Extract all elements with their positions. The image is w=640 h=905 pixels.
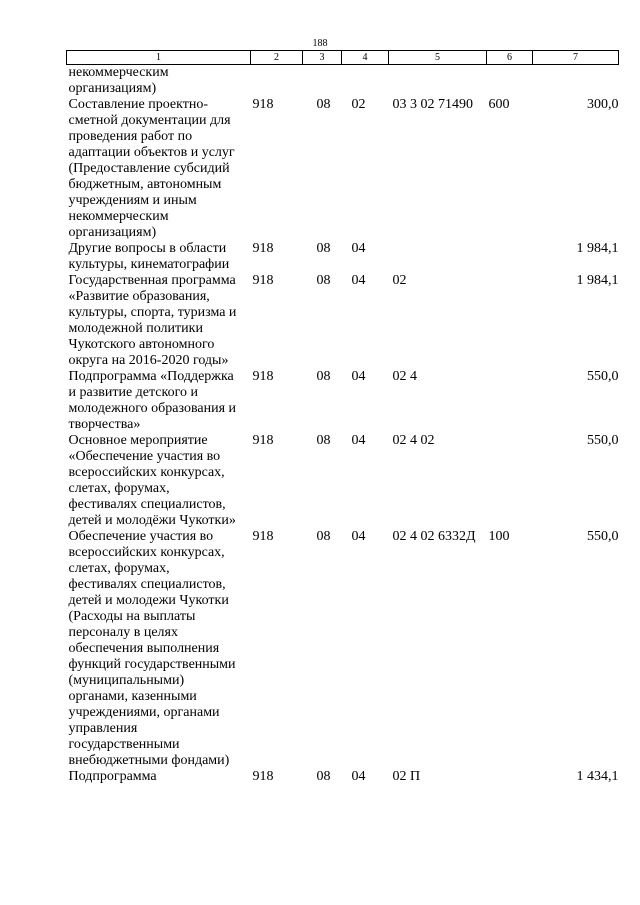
subsection-code (342, 65, 389, 98)
row-name-line: учреждениям и иным (68, 193, 197, 208)
row-name-line: бюджетным, автономным (68, 177, 222, 192)
expense-type-code (487, 433, 533, 529)
row-name-line: всероссийских конкурсах, (68, 545, 225, 560)
row-name-line: культуры, кинематографии (68, 257, 230, 272)
target-article-code: 02 4 02 (392, 433, 435, 448)
target-article-code: 03 3 02 71490 (392, 97, 473, 112)
row-name-line: проведения работ по (68, 129, 193, 144)
row-name-line: фестивалях специалистов, (68, 577, 226, 592)
subsection-code: 04 (351, 529, 366, 544)
row-name-line: детей и молодежи Чукотки (68, 593, 229, 608)
table-row (67, 369, 619, 433)
amount: 1 984,1 (576, 241, 619, 256)
column-header-4: 4 (342, 51, 389, 65)
admin-code: 918 (252, 433, 274, 448)
subsection-code: 02 (351, 97, 366, 112)
row-name-line: адаптации объектов и услуг (68, 145, 235, 160)
expense-type-code (487, 769, 533, 785)
column-header-7: 7 (533, 51, 619, 65)
admin-code: 918 (252, 529, 274, 544)
row-name-line: Подпрограмма «Поддержка (68, 369, 234, 384)
row-name-line: (Расходы на выплаты (68, 609, 196, 624)
amount: 1 984,1 (576, 273, 619, 288)
row-name-line: слетах, форумах, (68, 481, 170, 496)
row-name-line: учреждениями, органами (68, 705, 220, 720)
row-name-line: молодежного образования и (68, 401, 236, 416)
row-name-line: всероссийских конкурсах, (68, 465, 225, 480)
admin-code (251, 65, 303, 98)
row-name (67, 65, 251, 98)
table-row (67, 65, 619, 98)
target-article-code: 02 П (392, 769, 421, 784)
expense-type-code: 100 (488, 529, 510, 544)
subsection-code: 04 (351, 769, 366, 784)
row-name-line: молодежной политики (68, 321, 203, 336)
amount: 1 434,1 (576, 769, 619, 784)
amount: 300,0 (587, 97, 619, 112)
table-row (67, 529, 619, 769)
section-code: 08 (316, 241, 331, 256)
section-code: 08 (316, 769, 331, 784)
section-code: 08 (316, 369, 331, 384)
expense-type-code: 600 (488, 97, 510, 112)
table-row (67, 241, 619, 273)
admin-code: 918 (252, 769, 274, 784)
table-row (67, 769, 619, 785)
row-name-line: функций государственными (68, 657, 236, 672)
row-name-line: персоналу в целях (68, 625, 178, 640)
expense-type-code (487, 273, 533, 369)
row-name-line: фестивалях специалистов, (68, 497, 226, 512)
table-row (67, 433, 619, 529)
target-article-code (389, 241, 487, 273)
expense-type-code (487, 65, 533, 98)
column-header-1: 1 (67, 51, 251, 65)
row-name-line: некоммерческим (68, 209, 169, 224)
subsection-code: 04 (351, 241, 366, 256)
column-header-2: 2 (251, 51, 303, 65)
column-number-row (67, 51, 619, 65)
row-name-line: организациям) (68, 225, 157, 240)
row-name-line: Чукотского автономного (68, 337, 215, 352)
row-name-line: Составление проектно- (68, 97, 208, 112)
row-name (67, 769, 251, 785)
row-name-line: государственными (68, 737, 180, 752)
row-name-line: сметной документации для (68, 113, 231, 128)
target-article-code: 02 4 02 6332Д (392, 529, 476, 544)
table-body (67, 65, 619, 786)
row-name (67, 241, 251, 273)
column-header-3: 3 (303, 51, 342, 65)
row-name-line: детей и молодёжи Чукотки» (68, 513, 236, 528)
row-name-line: организациям) (68, 81, 157, 96)
row-name-line: Другие вопросы в области (68, 241, 227, 256)
row-name-line: (муниципальными) (68, 673, 185, 688)
row-name-line: округа на 2016-2020 годы» (68, 353, 229, 368)
row-name-line: Подпрограмма (68, 769, 157, 784)
row-name (67, 433, 251, 529)
target-article-code (389, 65, 487, 98)
budget-table (66, 50, 619, 785)
page-number: 188 (312, 38, 328, 49)
expense-type-code (487, 241, 533, 273)
amount (533, 65, 619, 98)
row-name-line: Обеспечение участия во (68, 529, 214, 544)
row-name (67, 97, 251, 241)
table-row (67, 97, 619, 241)
row-name-line: Основное мероприятие (68, 433, 208, 448)
row-name-line: и развитие детского и (68, 385, 198, 400)
target-article-code: 02 (392, 273, 407, 288)
row-name-line: управления (68, 721, 138, 736)
column-header-5: 5 (389, 51, 487, 65)
section-code: 08 (316, 529, 331, 544)
section-code: 08 (316, 433, 331, 448)
row-name-line: Государственная программа (68, 273, 236, 288)
admin-code: 918 (252, 273, 274, 288)
subsection-code: 04 (351, 273, 366, 288)
subsection-code: 04 (351, 433, 366, 448)
row-name-line: слетах, форумах, (68, 561, 170, 576)
column-header-6: 6 (487, 51, 533, 65)
amount: 550,0 (587, 433, 619, 448)
row-name-line: внебюджетными фондами) (68, 753, 230, 768)
row-name-line: обеспечения выполнения (68, 641, 220, 656)
row-name-line: органами, казенными (68, 689, 197, 704)
target-article-code: 02 4 (392, 369, 417, 384)
row-name-line: «Развитие образования, (68, 289, 210, 304)
expense-type-code (487, 369, 533, 433)
admin-code: 918 (252, 97, 274, 112)
row-name-line: «Обеспечение участия во (68, 449, 221, 464)
row-name (67, 369, 251, 433)
section-code: 08 (316, 97, 331, 112)
subsection-code: 04 (351, 369, 366, 384)
row-name-line: творчества» (68, 417, 141, 432)
amount: 550,0 (587, 529, 619, 544)
section-code: 08 (316, 273, 331, 288)
row-name (67, 529, 251, 769)
row-name-line: культуры, спорта, туризма и (68, 305, 237, 320)
row-name (67, 273, 251, 369)
table-row (67, 273, 619, 369)
admin-code: 918 (252, 241, 274, 256)
admin-code: 918 (252, 369, 274, 384)
section-code (303, 65, 342, 98)
amount: 550,0 (587, 369, 619, 384)
row-name-line: (Предоставление субсидий (68, 161, 230, 176)
row-name-line: некоммерческим (68, 65, 169, 80)
